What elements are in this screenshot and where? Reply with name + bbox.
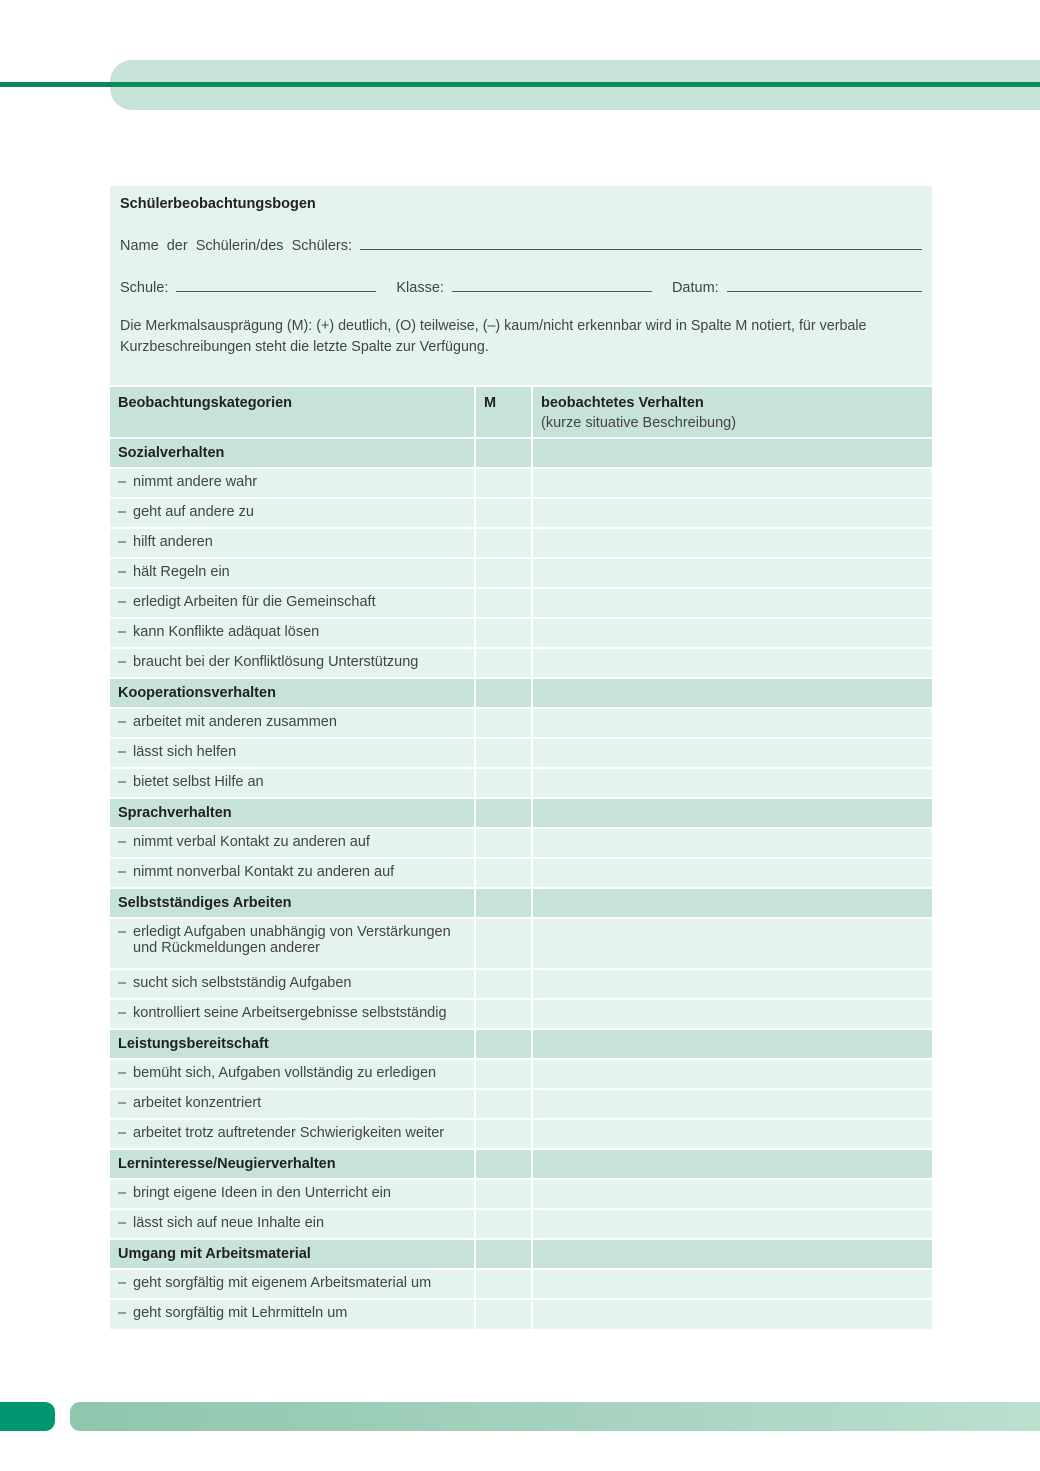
table-row: [110, 858, 932, 888]
dash-bullet: –: [118, 975, 127, 991]
criterion-cell: [110, 588, 475, 618]
m-rating-cell[interactable]: [475, 468, 532, 498]
category-title: Leistungsbereitschaft: [110, 1029, 475, 1059]
behavior-note-cell[interactable]: [532, 498, 932, 528]
dash-bullet: –: [118, 1185, 127, 1201]
table-row: [110, 738, 932, 768]
observation-table: [110, 385, 932, 1329]
criterion-text: nimmt verbal Kontakt zu anderen auf: [133, 834, 370, 850]
dash-bullet: –: [118, 1305, 127, 1321]
form-header: [110, 186, 932, 385]
m-rating-cell[interactable]: [475, 918, 532, 969]
criterion-cell: [110, 618, 475, 648]
criterion-cell: [110, 858, 475, 888]
criterion-cell: [110, 768, 475, 798]
dash-bullet: –: [118, 504, 127, 520]
category-title: Umgang mit Arbeitsmaterial: [110, 1239, 475, 1269]
school-label: Schule:: [120, 280, 169, 296]
table-row: [110, 999, 932, 1029]
table-row: [110, 1269, 932, 1299]
behavior-note-cell[interactable]: [532, 618, 932, 648]
table-row: [110, 1209, 932, 1239]
behavior-note-cell[interactable]: [532, 768, 932, 798]
category-m-cell: [475, 678, 532, 708]
dash-bullet: –: [118, 1125, 127, 1141]
dash-bullet: –: [118, 624, 127, 640]
m-rating-cell[interactable]: [475, 768, 532, 798]
criterion-text: sucht sich selbstständig Aufgaben: [133, 975, 352, 991]
criterion-text: geht sorgfältig mit Lehrmitteln um: [133, 1305, 348, 1321]
m-rating-cell[interactable]: [475, 528, 532, 558]
criterion-text: hilft anderen: [133, 534, 213, 550]
category-m-cell: [475, 1239, 532, 1269]
school-field[interactable]: [176, 291, 376, 292]
name-label: Name der Schülerin/des Schülers:: [120, 238, 353, 254]
m-rating-cell[interactable]: [475, 1209, 532, 1239]
table-row: [110, 828, 932, 858]
m-rating-cell[interactable]: [475, 648, 532, 678]
m-rating-cell[interactable]: [475, 558, 532, 588]
criterion-text: lässt sich helfen: [133, 744, 237, 760]
criterion-cell: [110, 498, 475, 528]
criterion-cell: [110, 828, 475, 858]
legend-note: Die Merkmalsausprägung (M): (+) deutlich, (O) teilweise, (–) kaum/nicht erkennbar wird in Spalte M notiert, für verbale Kurzbeschreibungen steht die letzte Spalte zur Verfügung.: [120, 318, 867, 355]
category-title: Sprachverhalten: [110, 798, 475, 828]
category-m-cell: [475, 798, 532, 828]
category-m-cell: [475, 438, 532, 468]
m-rating-cell[interactable]: [475, 858, 532, 888]
class-field[interactable]: [452, 291, 652, 292]
criterion-text: geht auf andere zu: [133, 504, 254, 520]
table-header-row: [110, 386, 932, 438]
date-field[interactable]: [727, 291, 922, 292]
form-title: Schülerbeobachtungsbogen: [120, 196, 316, 212]
category-title: Lerninteresse/Neugierverhalten: [110, 1149, 475, 1179]
observation-sheet: [110, 186, 932, 1329]
behavior-note-cell[interactable]: [532, 528, 932, 558]
criterion-cell: [110, 528, 475, 558]
category-row: [110, 888, 932, 918]
table-row: [110, 468, 932, 498]
category-behavior-cell: [532, 798, 932, 828]
dash-bullet: –: [118, 1215, 127, 1231]
category-behavior-cell: [532, 1149, 932, 1179]
m-rating-cell[interactable]: [475, 1089, 532, 1119]
table-row: [110, 1089, 932, 1119]
table-row: [110, 1299, 932, 1329]
category-row: [110, 1029, 932, 1059]
table-row: [110, 618, 932, 648]
behavior-note-cell[interactable]: [532, 1089, 932, 1119]
m-rating-cell[interactable]: [475, 969, 532, 999]
dash-bullet: –: [118, 654, 127, 670]
category-behavior-cell: [532, 438, 932, 468]
dash-bullet: –: [118, 1275, 127, 1291]
m-rating-cell[interactable]: [475, 1269, 532, 1299]
behavior-note-cell[interactable]: [532, 1179, 932, 1209]
criterion-text: braucht bei der Konfliktlösung Unterstützung: [133, 654, 419, 670]
criterion-text: bemüht sich, Aufgaben vollständig zu erledigen: [133, 1065, 437, 1081]
criterion-cell: [110, 1089, 475, 1119]
category-m-cell: [475, 1149, 532, 1179]
m-rating-cell[interactable]: [475, 828, 532, 858]
m-rating-cell[interactable]: [475, 1059, 532, 1089]
criterion-text: kontrolliert seine Arbeitsergebnisse selbstständig: [133, 1005, 447, 1021]
dash-bullet: –: [118, 834, 127, 850]
m-rating-cell[interactable]: [475, 588, 532, 618]
criterion-text: bringt eigene Ideen in den Unterricht ein: [133, 1185, 391, 1201]
header-behavior: [532, 386, 932, 438]
category-behavior-cell: [532, 888, 932, 918]
criterion-text: kann Konflikte adäquat lösen: [133, 624, 320, 640]
behavior-note-cell[interactable]: [532, 858, 932, 888]
criterion-text: geht sorgfältig mit eigenem Arbeitsmaterial um: [133, 1275, 432, 1291]
behavior-note-cell[interactable]: [532, 1269, 932, 1299]
criterion-cell: [110, 468, 475, 498]
criterion-cell: [110, 738, 475, 768]
criterion-cell: [110, 648, 475, 678]
criterion-cell: [110, 708, 475, 738]
table-row: [110, 498, 932, 528]
m-rating-cell[interactable]: [475, 1299, 532, 1329]
behavior-note-cell[interactable]: [532, 648, 932, 678]
date-label: Datum:: [671, 280, 719, 296]
behavior-note-cell[interactable]: [532, 999, 932, 1029]
table-row: [110, 969, 932, 999]
table-row: [110, 1059, 932, 1089]
dash-bullet: –: [118, 594, 127, 610]
category-row: [110, 1239, 932, 1269]
dash-bullet: –: [118, 864, 127, 880]
criterion-cell: [110, 1059, 475, 1089]
criterion-text: nimmt nonverbal Kontakt zu anderen auf: [133, 864, 395, 880]
criterion-cell: [110, 1209, 475, 1239]
behavior-note-cell[interactable]: [532, 1059, 932, 1089]
criterion-cell: [110, 999, 475, 1029]
name-row: [120, 232, 922, 254]
dash-bullet: –: [118, 744, 127, 760]
m-rating-cell[interactable]: [475, 1119, 532, 1149]
dash-bullet: –: [118, 774, 127, 790]
behavior-note-cell[interactable]: [532, 918, 932, 969]
dash-bullet: –: [118, 534, 127, 550]
category-m-cell: [475, 888, 532, 918]
dash-bullet: –: [118, 1095, 127, 1111]
category-m-cell: [475, 1029, 532, 1059]
category-row: [110, 678, 932, 708]
criterion-cell: [110, 558, 475, 588]
category-behavior-cell: [532, 678, 932, 708]
category-title: Kooperationsverhalten: [110, 678, 475, 708]
criterion-cell: [110, 1119, 475, 1149]
table-row: [110, 648, 932, 678]
behavior-note-cell[interactable]: [532, 738, 932, 768]
criterion-text: lässt sich auf neue Inhalte ein: [133, 1215, 325, 1231]
category-title: Selbstständiges Arbeiten: [110, 888, 475, 918]
m-rating-cell[interactable]: [475, 738, 532, 768]
name-field[interactable]: [360, 249, 922, 250]
criterion-cell: [110, 1179, 475, 1209]
dash-bullet: –: [118, 474, 127, 490]
criterion-cell: [110, 969, 475, 999]
m-rating-cell[interactable]: [475, 1179, 532, 1209]
behavior-note-cell[interactable]: [532, 828, 932, 858]
criterion-text: nimmt andere wahr: [133, 474, 258, 490]
dash-bullet: –: [118, 1065, 127, 1081]
school-row: [120, 274, 922, 296]
table-row: [110, 558, 932, 588]
criterion-text: arbeitet trotz auftretender Schwierigkeiten weiter: [133, 1125, 445, 1141]
dash-bullet: –: [118, 1005, 127, 1021]
header-m: M: [475, 386, 532, 438]
criterion-text: arbeitet mit anderen zusammen: [133, 714, 337, 730]
table-row: [110, 1179, 932, 1209]
criterion-cell: [110, 1299, 475, 1329]
table-row: [110, 708, 932, 738]
table-row: [110, 588, 932, 618]
m-rating-cell[interactable]: [475, 708, 532, 738]
criterion-cell: [110, 1269, 475, 1299]
category-row: [110, 438, 932, 468]
behavior-note-cell[interactable]: [532, 588, 932, 618]
behavior-note-cell[interactable]: [532, 558, 932, 588]
header-behavior-title: beobachtetes Verhalten: [541, 395, 704, 411]
class-label: Klasse:: [396, 280, 444, 296]
m-rating-cell[interactable]: [475, 999, 532, 1029]
category-behavior-cell: [532, 1029, 932, 1059]
header-category: Beobachtungskategorien: [110, 386, 475, 438]
behavior-note-cell[interactable]: [532, 468, 932, 498]
behavior-note-cell[interactable]: [532, 1299, 932, 1329]
criterion-text: hält Regeln ein: [133, 564, 230, 580]
criterion-text: erledigt Aufgaben unabhängig von Verstärkungen und Rückmeldungen anderer: [133, 924, 451, 956]
table-row: [110, 918, 932, 969]
dash-bullet: –: [118, 714, 127, 730]
m-rating-cell[interactable]: [475, 618, 532, 648]
category-title: Sozialverhalten: [110, 438, 475, 468]
footer-page-tab: [0, 1402, 55, 1431]
criterion-text: arbeitet konzentriert: [133, 1095, 262, 1111]
criterion-text: erledigt Arbeiten für die Gemeinschaft: [133, 594, 376, 610]
behavior-note-cell[interactable]: [532, 969, 932, 999]
category-row: [110, 1149, 932, 1179]
table-row: [110, 1119, 932, 1149]
dash-bullet: –: [118, 924, 127, 940]
category-behavior-cell: [532, 1239, 932, 1269]
behavior-note-cell[interactable]: [532, 708, 932, 738]
table-row: [110, 768, 932, 798]
criterion-cell: [110, 918, 475, 969]
criterion-text: bietet selbst Hilfe an: [133, 774, 264, 790]
table-row: [110, 528, 932, 558]
behavior-note-cell[interactable]: [532, 1209, 932, 1239]
footer-band: [70, 1402, 1040, 1431]
behavior-note-cell[interactable]: [532, 1119, 932, 1149]
m-rating-cell[interactable]: [475, 498, 532, 528]
dash-bullet: –: [118, 564, 127, 580]
header-rule: [0, 82, 1040, 87]
category-row: [110, 798, 932, 828]
header-behavior-subtitle: (kurze situative Beschreibung): [541, 415, 737, 431]
